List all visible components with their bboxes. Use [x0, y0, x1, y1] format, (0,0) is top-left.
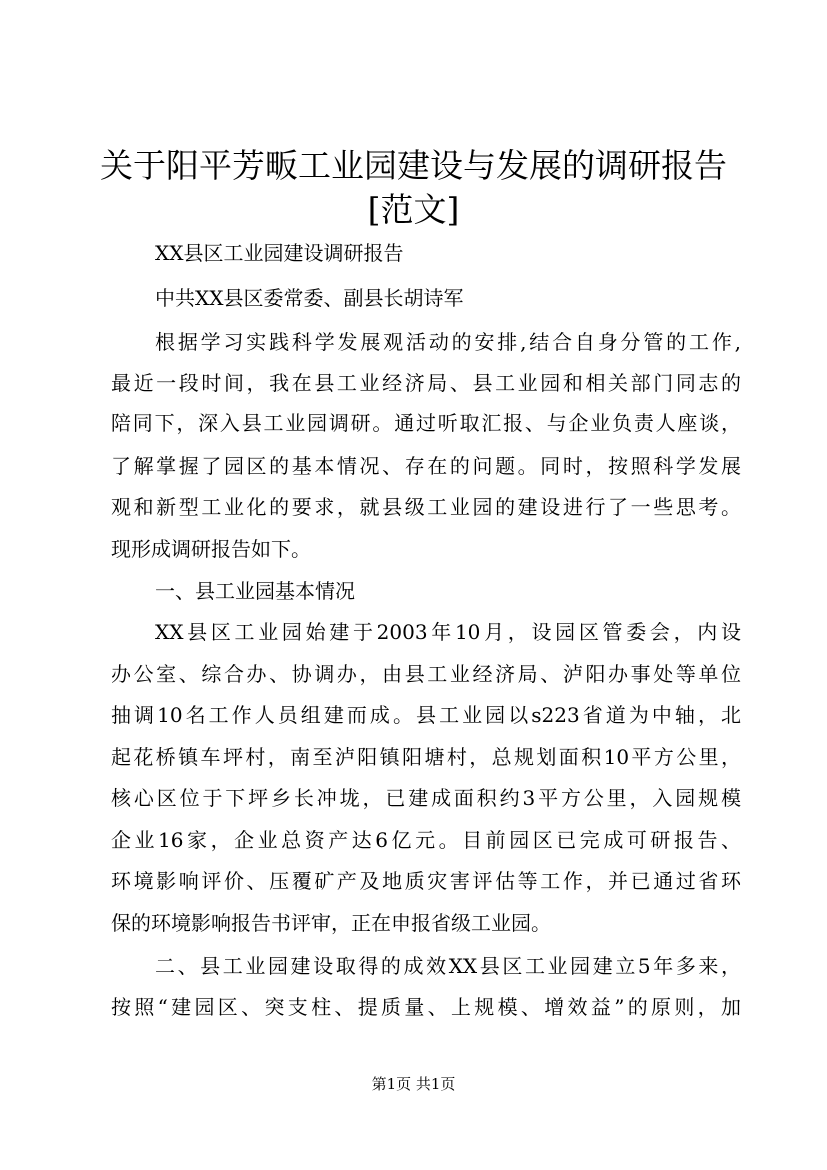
paragraph-line: XX县区工业园始建于2003年10月，设园区管委会，内设 [155, 620, 741, 644]
paragraph-line: 环境影响评价、压覆矿产及地质灾害评估等工作，并已通过省环 [111, 869, 741, 893]
paragraph-line: 办公室、综合办、协调办，由县工业经济局、泸阳办事处等单位 [111, 662, 741, 686]
paragraph-line: 抽调10名工作人员组建而成。县工业园以s223省道为中轴，北 [111, 703, 741, 727]
paragraph-line: 按照“建园区、突支柱、提质量、上规模、增效益”的原则，加 [111, 995, 741, 1019]
author-line: 中共XX县区委常委、副县长胡诗军 [155, 286, 464, 310]
paragraph-line: 起花桥镇车坪村，南至泸阳镇阳塘村，总规划面积10平方公里， [111, 745, 741, 769]
paragraph-line: 观和新型工业化的要求，就县级工业园的建设进行了一些思考。 [111, 495, 741, 519]
paragraph-line: 保的环境影响报告书评审，正在申报省级工业园。 [111, 911, 551, 935]
paragraph-line: 现形成调研报告如下。 [111, 537, 311, 561]
subtitle-line: XX县区工业园建设调研报告 [155, 241, 404, 265]
paragraph-line: 陪同下，深入县工业园调研。通过听取汇报、与企业负责人座谈， [111, 411, 741, 435]
section-heading-line: 二、县工业园建设取得的成效XX县区工业园建立5年多来， [155, 954, 741, 978]
page-number-footer: 第1页 共1页 [371, 1075, 456, 1093]
paragraph-line: 核心区位于下坪乡长冲垅，已建成面积约3平方公里，入园规模 [111, 786, 741, 810]
paragraph-line: 根据学习实践科学发展观活动的安排,结合自身分管的工作, [155, 330, 741, 354]
document-title: 关于阳平芳畈工业园建设与发展的调研报告 [100, 146, 727, 185]
section-heading: 一、县工业园基本情况 [155, 579, 355, 603]
paragraph-line: 最近一段时间，我在县工业经济局、县工业园和相关部门同志的 [111, 371, 741, 395]
paragraph-line: 企业16家，企业总资产达6亿元。目前园区已完成可研报告、 [111, 828, 741, 852]
paragraph-line: 了解掌握了园区的基本情况、存在的问题。同时，按照科学发展 [111, 454, 741, 478]
document-title-suffix: [范文] [367, 190, 460, 229]
